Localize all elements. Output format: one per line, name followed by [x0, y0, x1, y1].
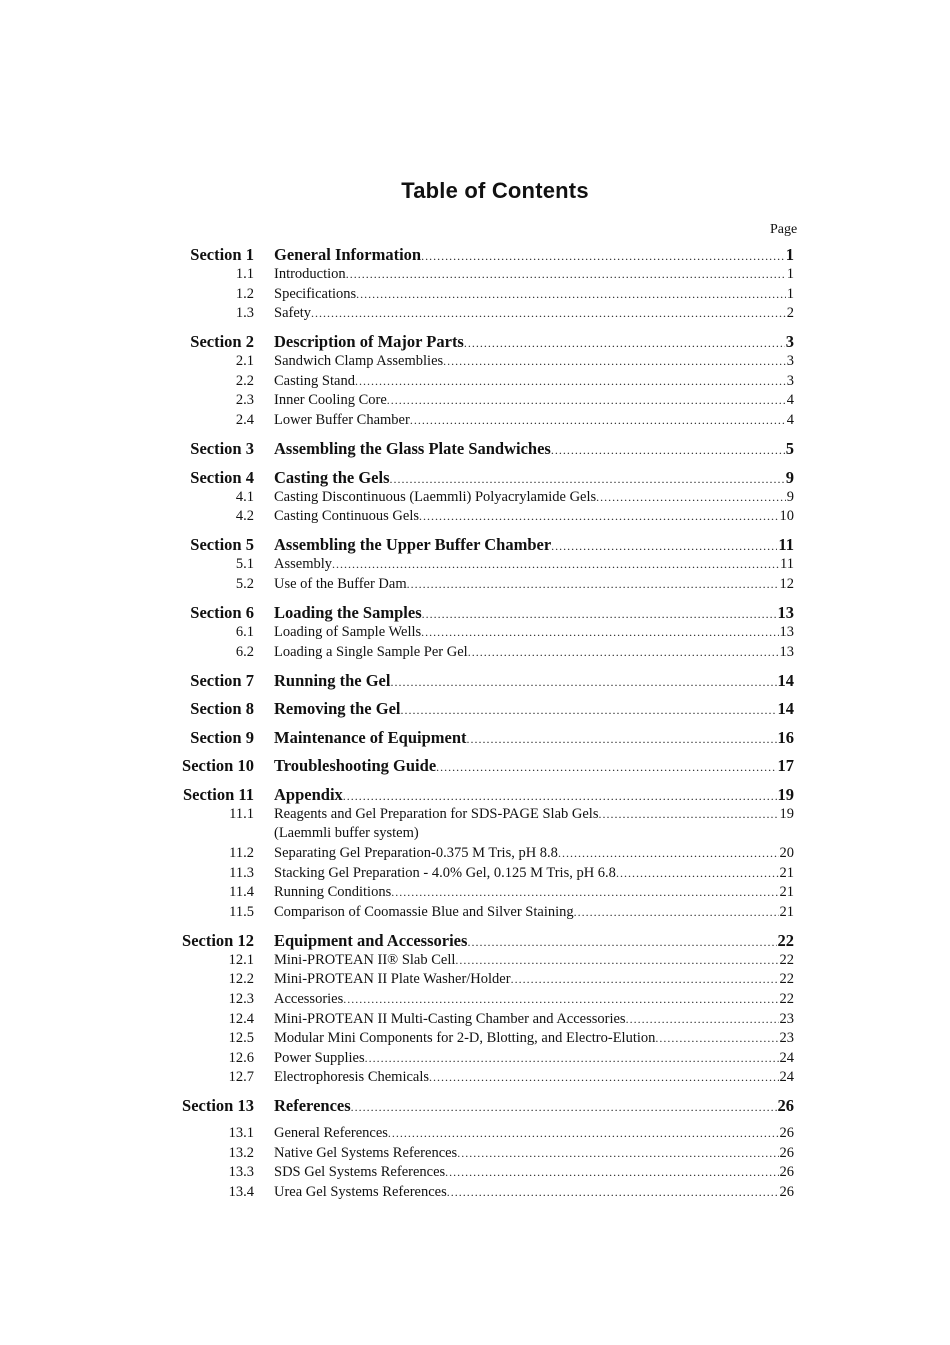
toc-page-number: 3 — [786, 353, 794, 370]
toc-entry-title: References — [274, 1096, 351, 1116]
dot-leader — [407, 575, 779, 595]
toc-page-number: 24 — [779, 1049, 794, 1066]
toc-entry-number: 5.1 — [235, 556, 254, 573]
toc-entry-number: Section 11 — [182, 784, 254, 804]
toc-page-number: 26 — [779, 1183, 794, 1200]
toc-entry-continuation-text: (Laemmli buffer system) — [274, 825, 419, 842]
toc-entry-title: Modular Mini Components for 2-D, Blotting, and Electro-Elution — [274, 1030, 656, 1047]
toc-page-number: 22 — [779, 971, 794, 988]
toc-entry-title: Safety — [274, 305, 312, 322]
toc-entry-title: Equipment and Accessories — [274, 930, 468, 950]
toc-entry-title: Introduction — [274, 266, 346, 282]
toc-entry-title: Power Supplies — [274, 1049, 365, 1066]
toc-entry-number: Section 5 — [190, 535, 254, 555]
dot-leader — [455, 951, 778, 971]
toc-entry-line — [274, 438, 794, 461]
toc-entry-line — [274, 352, 794, 372]
toc-subsection-entry[interactable] — [170, 1163, 800, 1183]
toc-entry-number: Section 4 — [190, 467, 254, 487]
toc-subsection-entry[interactable] — [170, 805, 800, 825]
toc-entry-number: Section 6 — [190, 603, 254, 623]
toc-entry-line — [274, 1163, 794, 1183]
toc-entry-number: 6.1 — [235, 624, 254, 641]
dot-leader — [351, 1097, 777, 1118]
toc-section-entry[interactable] — [170, 727, 800, 748]
toc-page-number: 13 — [779, 643, 794, 660]
toc-entry-title: General References — [274, 1124, 388, 1141]
dot-leader — [551, 536, 777, 557]
toc-entry-line — [274, 1144, 794, 1164]
toc-entry-line — [274, 903, 794, 923]
toc-entry-number: 2.3 — [235, 392, 254, 409]
toc-section-entry[interactable] — [170, 534, 800, 555]
toc-entry-line — [274, 1124, 794, 1144]
toc-entry-line — [274, 265, 794, 285]
toc-entry-number: 12.2 — [228, 971, 254, 988]
toc-page-number: 26 — [779, 1164, 794, 1181]
dot-leader — [419, 507, 778, 527]
dot-leader — [445, 1163, 778, 1183]
dot-leader — [355, 372, 786, 392]
toc-page-number: 1 — [786, 285, 794, 302]
toc-entry-line — [274, 805, 794, 825]
toc-page-number: 21 — [779, 864, 794, 881]
toc-entry-number: Section 2 — [190, 332, 254, 352]
toc-entry-line — [274, 930, 794, 953]
dot-leader — [616, 864, 779, 884]
toc-subsection-entry[interactable] — [170, 970, 800, 990]
dot-leader — [410, 411, 786, 431]
toc-entry-line — [274, 698, 794, 721]
toc-entry-title: Mini-PROTEAN II Multi-Casting Chamber and Accessories — [274, 1010, 626, 1027]
toc-entry-number: Section 3 — [190, 439, 254, 459]
dot-leader — [598, 805, 778, 825]
toc-entry-line — [274, 285, 794, 305]
toc-page-number: 26 — [779, 1144, 794, 1161]
toc-subsection-entry[interactable] — [170, 951, 800, 971]
dot-leader — [388, 1124, 779, 1144]
dot-leader — [365, 1049, 779, 1069]
toc-entry-title: Loading a Single Sample Per Gel — [274, 643, 468, 660]
dot-leader — [626, 1010, 779, 1030]
toc-subsection-entry[interactable] — [170, 1049, 800, 1069]
toc-entry-number: 12.3 — [228, 990, 254, 1007]
toc-entry-title: Inner Cooling Core — [274, 392, 387, 409]
toc-page-number: 4 — [786, 412, 794, 429]
toc-entry-title: General Information — [274, 245, 422, 264]
toc-subsection-entry[interactable] — [170, 643, 800, 663]
toc-entry-title: Casting Continuous Gels — [274, 508, 420, 525]
dot-leader — [574, 903, 779, 923]
toc-entry-title: Removing the Gel — [274, 699, 401, 719]
toc-page-number: 14 — [777, 670, 794, 690]
toc-page-number: 12 — [779, 575, 794, 592]
toc-page-number: 19 — [777, 784, 794, 804]
toc-page-number: 24 — [779, 1069, 794, 1086]
toc-entry-number: 6.2 — [235, 643, 254, 660]
dot-leader — [429, 1068, 778, 1088]
toc-subsection-entry[interactable] — [170, 555, 800, 575]
toc-subsection-entry[interactable] — [170, 1144, 800, 1164]
toc-subsection-entry[interactable] — [170, 903, 800, 923]
toc-page-number: 17 — [777, 756, 794, 776]
toc-entry-line — [274, 391, 794, 411]
dot-leader — [551, 440, 785, 461]
toc-entry-line — [274, 727, 794, 750]
toc-entry-number: Section 8 — [190, 699, 254, 719]
dot-leader — [457, 1144, 778, 1164]
toc-entry-title: Maintenance of Equipment — [274, 727, 467, 747]
toc-subsection-entry[interactable] — [170, 575, 800, 595]
toc-page-number: 4 — [786, 392, 794, 409]
toc-subsection-entry[interactable] — [170, 304, 800, 324]
toc-entry-line — [274, 990, 794, 1010]
toc-entry-line — [274, 1183, 794, 1203]
dot-leader — [422, 604, 777, 625]
toc-subsection-entry[interactable] — [170, 844, 800, 864]
toc-entry-number: 12.5 — [228, 1030, 254, 1047]
toc-entry-number: 11.5 — [229, 903, 254, 920]
toc-entry-line — [274, 488, 794, 508]
toc-entry-continuation — [170, 824, 800, 844]
toc-entry-title: SDS Gel Systems References — [274, 1164, 446, 1181]
toc-subsection-entry[interactable] — [170, 265, 800, 285]
toc-entry-line — [274, 883, 794, 903]
toc-entry-line — [274, 331, 794, 354]
toc-page-number: 13 — [779, 624, 794, 641]
dot-leader — [390, 672, 776, 693]
dot-leader — [443, 352, 786, 372]
toc-page-number: 23 — [779, 1030, 794, 1047]
toc-entry-title: Reagents and Gel Preparation for SDS-PAGE Slab Gels — [274, 805, 599, 822]
toc-entry-title: Separating Gel Preparation-0.375 M Tris, pH 8.8 — [274, 844, 558, 861]
toc-entry-number: Section 10 — [182, 756, 254, 776]
toc-subsection-entry[interactable] — [170, 352, 800, 372]
toc-page-number: 26 — [777, 1096, 794, 1116]
toc-page-number: 1 — [785, 245, 794, 264]
toc-subsection-entry[interactable] — [170, 623, 800, 643]
toc-subsection-entry[interactable] — [170, 883, 800, 903]
toc-page-number: 2 — [786, 305, 794, 322]
toc-entry-title: Assembly — [274, 556, 332, 573]
toc-entry-line — [274, 555, 794, 575]
toc-entry-number: 11.4 — [229, 884, 254, 901]
toc-entry-number: 13.4 — [228, 1183, 254, 1200]
toc-page-number: 20 — [779, 844, 794, 861]
dot-leader — [447, 1183, 779, 1203]
toc-entry-line — [274, 670, 794, 693]
toc-page-number: 22 — [777, 930, 794, 950]
toc-entry-number: 4.1 — [235, 488, 254, 505]
toc-entry-line — [274, 951, 794, 971]
page-title: Table of Contents — [401, 178, 589, 203]
toc-entry-line — [274, 467, 794, 490]
toc-entry-number: 12.7 — [228, 1069, 254, 1086]
toc-page-number: 16 — [777, 727, 794, 747]
toc-entry-line — [274, 1095, 794, 1118]
toc-entry-title: Comparison of Coomassie Blue and Silver Staining — [274, 903, 574, 920]
toc-entry-title: Mini-PROTEAN II® Slab Cell — [274, 951, 456, 968]
toc-entry-line — [274, 1010, 794, 1030]
toc-entry-number: 12.4 — [228, 1010, 254, 1027]
toc-entry-number: 11.1 — [229, 805, 254, 822]
toc-section-entry[interactable] — [170, 670, 800, 691]
dot-leader — [387, 391, 786, 411]
toc-entry-number: Section 7 — [190, 670, 254, 690]
toc-page-number: 21 — [779, 884, 794, 901]
toc-subsection-entry[interactable] — [170, 507, 800, 527]
toc-entry-number: Section 13 — [182, 1096, 254, 1116]
toc-page-number: 19 — [779, 805, 794, 822]
toc-entry-line — [274, 1029, 794, 1049]
toc-section-entry[interactable] — [170, 331, 800, 352]
toc-entry-title: Mini-PROTEAN II Plate Washer/Holder — [274, 971, 511, 988]
toc-entry-title: Running the Gel — [274, 670, 391, 690]
toc-entry-number: 13.3 — [228, 1164, 254, 1181]
toc-entry-title: Specifications — [274, 285, 357, 302]
toc-section-entry[interactable] — [170, 755, 800, 776]
toc-page-number: 13 — [777, 603, 794, 623]
toc-entry-number: 11.2 — [229, 844, 254, 861]
toc-entry-number: 2.4 — [235, 412, 254, 429]
toc-entry-title: Lower Buffer Chamber — [274, 412, 410, 429]
toc-entry-number: 12.6 — [228, 1049, 254, 1066]
toc-section-entry[interactable] — [170, 438, 800, 459]
toc-entry-line — [274, 534, 794, 557]
toc-entry-title: Casting the Gels — [274, 467, 390, 487]
toc-section-entry[interactable] — [170, 244, 800, 265]
toc-entry-title: Sandwich Clamp Assemblies — [274, 353, 444, 370]
toc-entry-title: Running Conditions — [274, 884, 392, 901]
toc-section-entry[interactable] — [170, 602, 800, 623]
toc-entry-title: Assembling the Upper Buffer Chamber — [274, 535, 552, 555]
dot-leader — [464, 333, 785, 354]
toc-subsection-entry[interactable] — [170, 391, 800, 411]
dot-leader — [311, 304, 786, 324]
toc-entry-title: Appendix — [274, 784, 343, 804]
toc-page-number: 5 — [785, 439, 794, 459]
toc-page-number: 10 — [779, 508, 794, 525]
toc-entry-line — [274, 970, 794, 990]
toc-page-number: 3 — [786, 372, 794, 389]
toc-entry-line — [274, 602, 794, 625]
toc-entry-title: Casting Discontinuous (Laemmli) Polyacrylamide Gels — [274, 488, 597, 505]
toc-subsection-entry[interactable] — [170, 372, 800, 392]
dot-leader — [400, 700, 776, 721]
toc-entry-title: Use of the Buffer Dam — [274, 575, 407, 592]
toc-entry-number: 1.2 — [235, 285, 254, 302]
toc-page-number: 14 — [777, 699, 794, 719]
dot-leader — [655, 1029, 778, 1049]
toc-entry-title: Loading the Samples — [274, 603, 422, 623]
toc-entry-line — [274, 643, 794, 663]
toc-entry-number: 13.1 — [228, 1124, 254, 1141]
toc-section-entry[interactable] — [170, 1095, 800, 1116]
toc-entry-line — [274, 623, 794, 643]
toc-entry-number: Section 12 — [182, 930, 254, 950]
toc-entry-number: Section 1 — [190, 245, 254, 264]
toc-entry-line — [274, 411, 794, 431]
toc-subsection-entry[interactable] — [170, 1010, 800, 1030]
toc-entry-number: 4.2 — [235, 508, 254, 525]
dot-leader — [332, 555, 779, 575]
toc-entry-line — [274, 372, 794, 392]
toc-entry-line — [274, 1049, 794, 1069]
toc-entry-title: Assembling the Glass Plate Sandwiches — [274, 439, 551, 459]
dot-leader — [511, 970, 779, 990]
toc-entry-number: 13.2 — [228, 1144, 254, 1161]
page-column-header: Page — [770, 222, 798, 237]
toc-section-entry[interactable] — [170, 930, 800, 951]
toc-entry-line — [274, 1068, 794, 1088]
toc-page-number: 9 — [785, 467, 794, 487]
dot-leader — [467, 932, 776, 953]
dot-leader — [558, 844, 779, 864]
toc-page-number: 1 — [786, 266, 794, 282]
toc-entry-line — [274, 864, 794, 884]
dot-leader — [346, 265, 786, 285]
toc-subsection-entry[interactable] — [170, 990, 800, 1010]
toc-entry-number: Section 9 — [190, 727, 254, 747]
toc-entry-number: 5.2 — [235, 575, 254, 592]
dot-leader — [343, 990, 778, 1010]
toc-page-number: 11 — [778, 535, 794, 555]
toc-entry-number: 2.1 — [235, 353, 254, 370]
toc-entry-line — [274, 844, 794, 864]
toc-page-number: 22 — [779, 990, 794, 1007]
toc-page-number: 11 — [780, 556, 794, 573]
toc-entry-title: Native Gel Systems References — [274, 1144, 458, 1161]
toc-subsection-entry[interactable] — [170, 488, 800, 508]
toc-subsection-entry[interactable] — [170, 411, 800, 431]
toc-page-number: 26 — [779, 1124, 794, 1141]
dot-leader — [391, 883, 778, 903]
toc-page-number: 3 — [785, 332, 794, 352]
toc-entry-line — [274, 755, 794, 778]
toc-entry-title: Urea Gel Systems References — [274, 1183, 447, 1200]
dot-leader — [596, 488, 786, 508]
toc-page-number: 9 — [786, 488, 794, 505]
dot-leader — [467, 729, 777, 750]
toc-section-entry[interactable] — [170, 784, 800, 805]
dot-leader — [421, 246, 785, 267]
toc-entry-line — [274, 507, 794, 527]
dot-leader — [356, 285, 786, 305]
toc-entry-line — [274, 575, 794, 595]
toc-entry-number: 12.1 — [228, 951, 254, 968]
toc-page-number: 21 — [779, 903, 794, 920]
dot-leader — [436, 757, 776, 778]
toc-entry-title: Accessories — [274, 990, 344, 1007]
toc-entry-number: 11.3 — [229, 864, 254, 881]
table-of-contents — [170, 244, 800, 1202]
toc-entry-title: Troubleshooting Guide — [274, 756, 437, 776]
toc-entry-line — [274, 304, 794, 324]
toc-subsection-entry[interactable] — [170, 864, 800, 884]
toc-entry-line — [274, 244, 794, 267]
toc-entry-title: Loading of Sample Wells — [274, 624, 422, 641]
toc-page-number: 23 — [779, 1010, 794, 1027]
toc-entry-number: 1.3 — [235, 305, 254, 322]
toc-entry-line — [274, 784, 794, 807]
toc-entry-number: 1.1 — [235, 266, 254, 282]
toc-subsection-entry[interactable] — [170, 1124, 800, 1144]
dot-leader — [390, 469, 785, 490]
dot-leader — [421, 623, 778, 643]
dot-leader — [468, 643, 779, 663]
toc-subsection-entry[interactable] — [170, 285, 800, 305]
toc-entry-title: Electrophoresis Chemicals — [274, 1069, 430, 1086]
toc-entry-title: Casting Stand — [274, 372, 355, 389]
dot-leader — [343, 786, 777, 807]
toc-subsection-entry[interactable] — [170, 1068, 800, 1088]
toc-entry-number: 2.2 — [235, 372, 254, 389]
toc-section-entry[interactable] — [170, 467, 800, 488]
toc-subsection-entry[interactable] — [170, 1029, 800, 1049]
toc-section-entry[interactable] — [170, 698, 800, 719]
toc-entry-title: Stacking Gel Preparation - 4.0% Gel, 0.125 M Tris, pH 6.8 — [274, 864, 616, 881]
toc-entry-title: Description of Major Parts — [274, 332, 464, 352]
toc-subsection-entry[interactable] — [170, 1183, 800, 1203]
toc-page-number: 22 — [779, 951, 794, 968]
